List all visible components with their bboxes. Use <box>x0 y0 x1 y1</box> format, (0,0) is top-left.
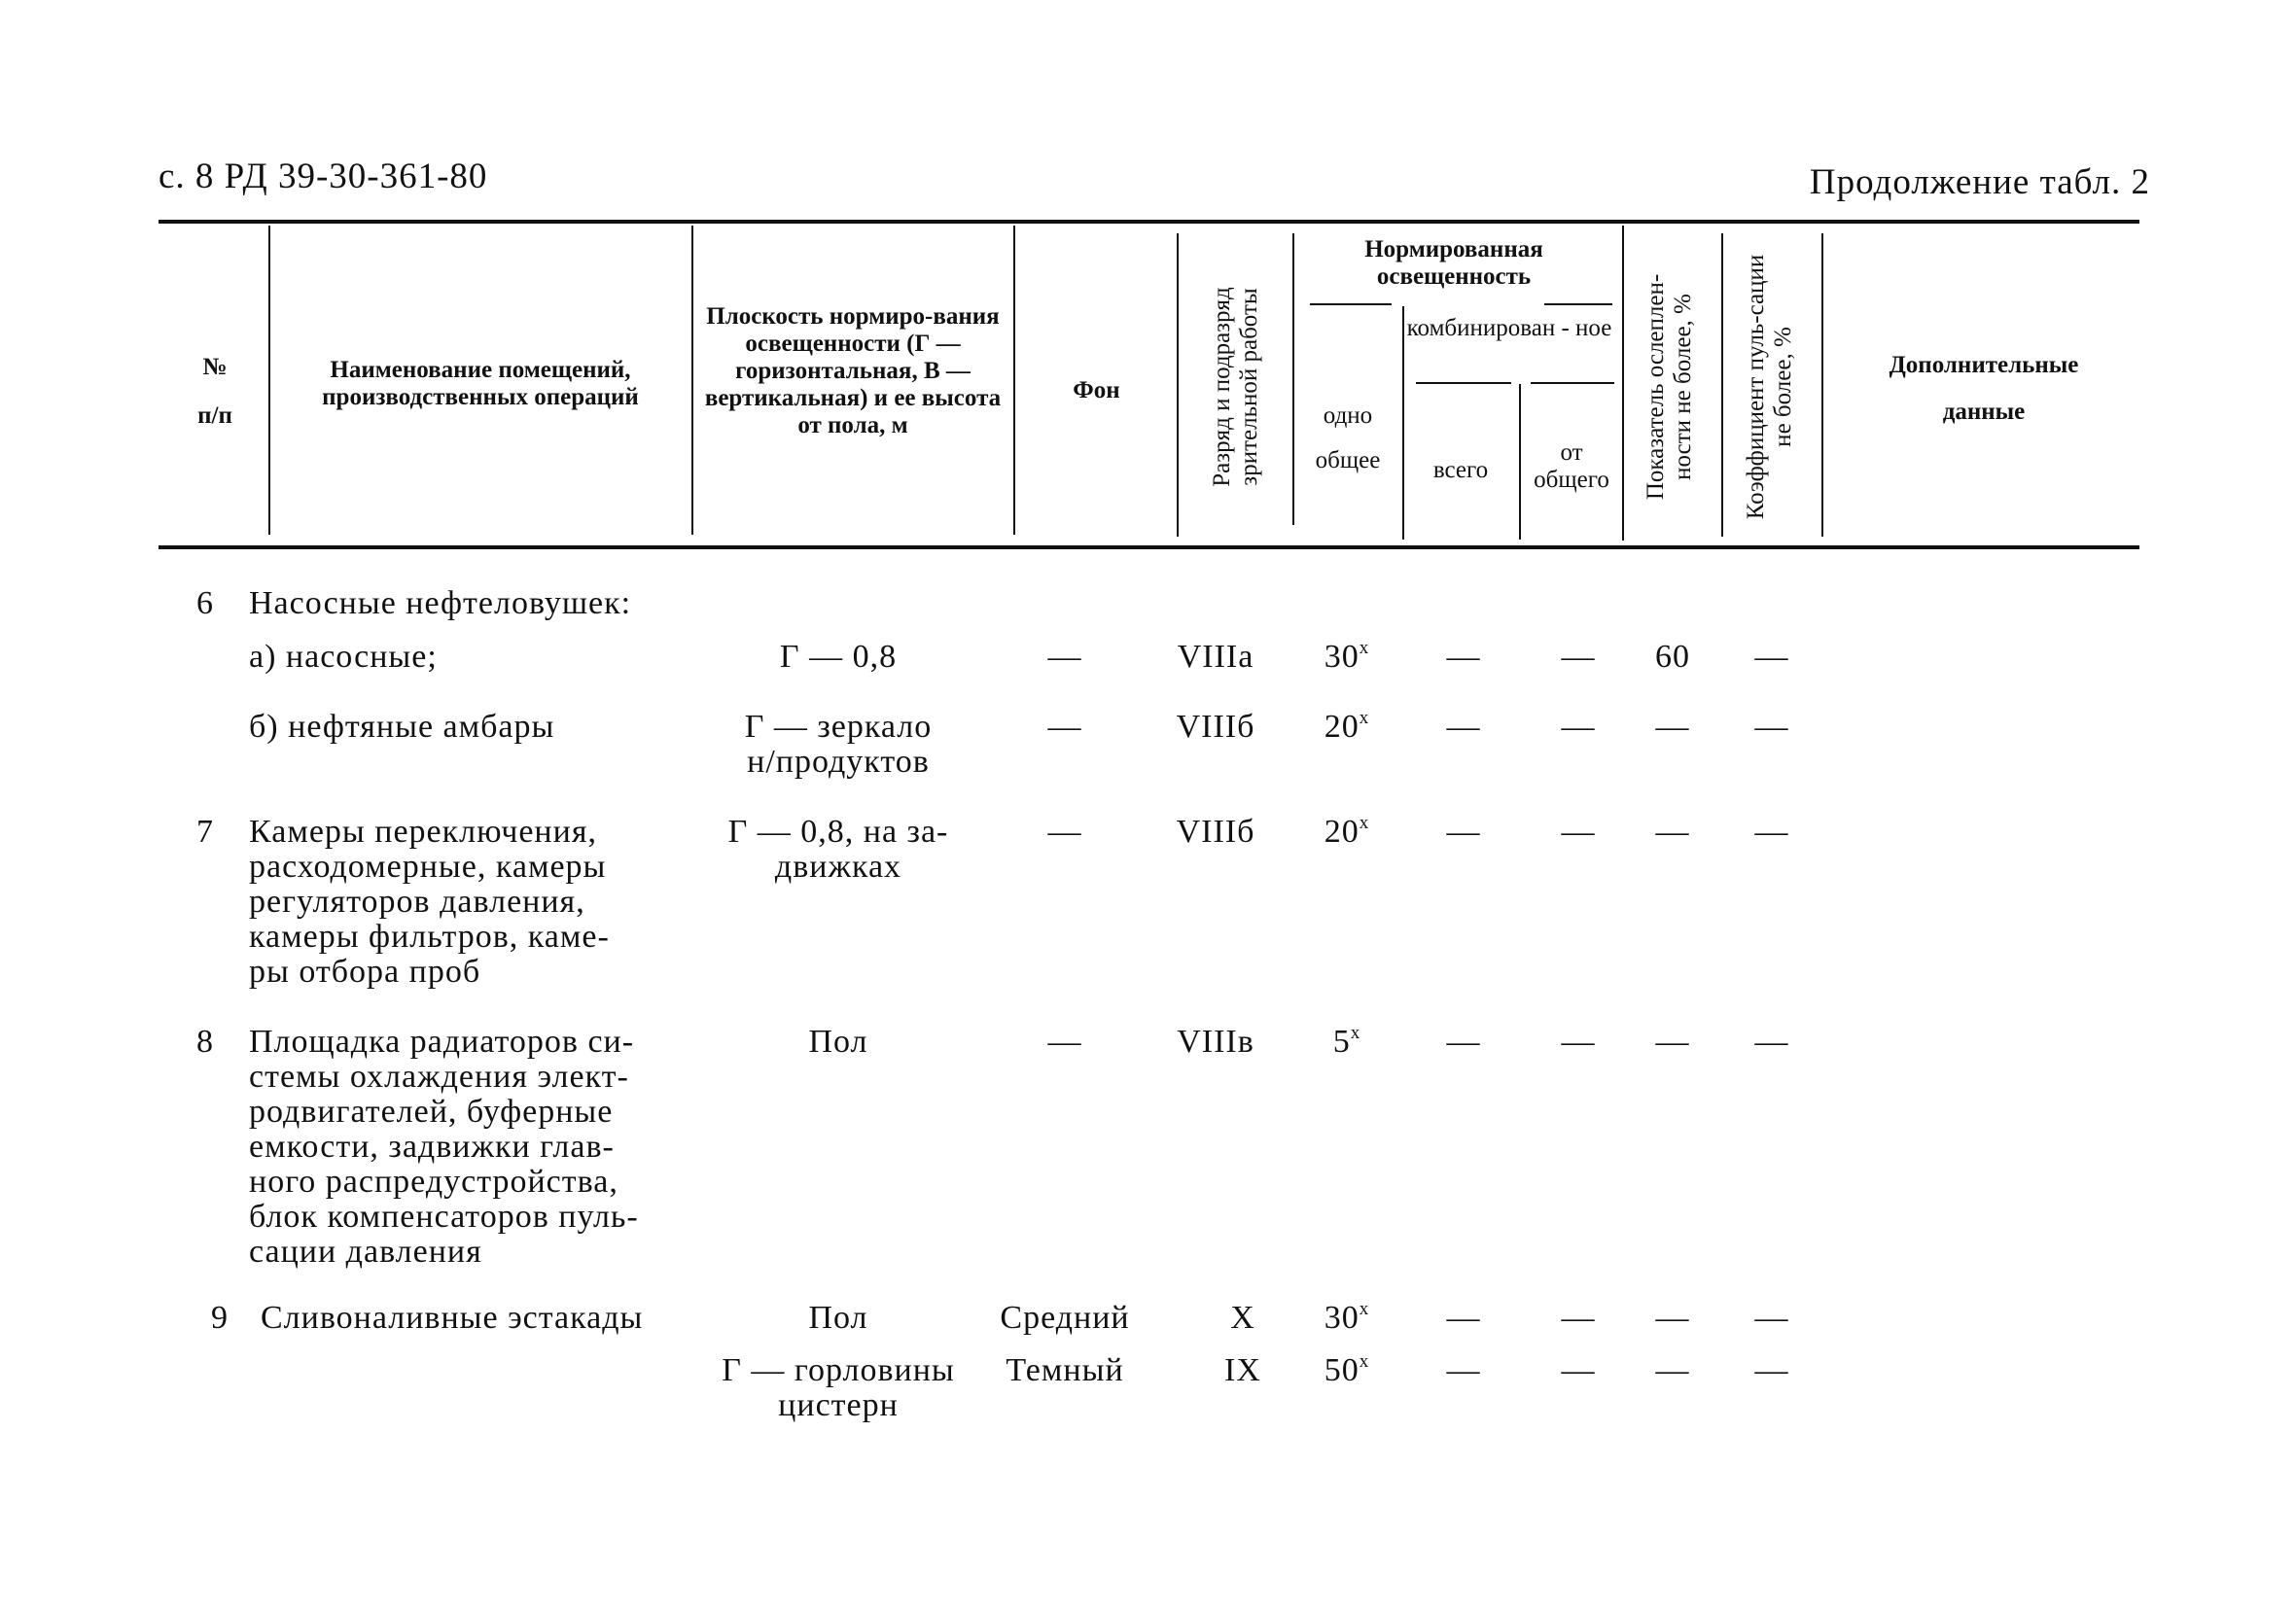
col-header-normalized: Нормированная освещенность <box>1364 236 1543 290</box>
col-header-single: одно общее <box>1315 402 1381 473</box>
row-single: 30$^x$ <box>1324 638 1370 675</box>
divider <box>1622 226 1624 541</box>
row-total: — <box>1446 709 1481 745</box>
col-header-total: всего <box>1432 457 1489 483</box>
row-name: б) нефтяные амбары <box>249 709 555 745</box>
row-background: Темный <box>1006 1352 1124 1388</box>
row-name: Насосные нефтеловушек: <box>249 585 632 621</box>
divider <box>1821 233 1823 537</box>
row-from-general: — <box>1561 814 1596 850</box>
row-grade: X <box>1230 1300 1255 1336</box>
divider <box>268 226 270 535</box>
row-single: 20$^x$ <box>1324 708 1370 745</box>
row-grade: VIIIб <box>1176 814 1255 850</box>
divider <box>1519 384 1521 540</box>
col-header-glare: Показатель ослеплен-ности не более, % <box>1643 273 1696 501</box>
divider <box>1544 303 1612 305</box>
row-plane: Г — зеркало н/продуктов <box>744 709 933 780</box>
page-header-left: с. 8 РД 39-30-361-80 <box>159 157 488 196</box>
col-header-number: № п/п <box>197 354 232 429</box>
row-grade: VIIIа <box>1177 639 1254 675</box>
divider <box>1531 382 1614 384</box>
row-from-general: — <box>1561 709 1596 745</box>
divider <box>1721 233 1723 537</box>
row-name: Сливоналивные эстакады <box>261 1300 644 1336</box>
row-background: — <box>1047 814 1082 850</box>
col-header-additional: Дополнительные данные <box>1889 352 2079 425</box>
row-pulsation: — <box>1754 814 1789 850</box>
row-glare: — <box>1655 1352 1690 1388</box>
col-header-background: Фон <box>1073 377 1120 403</box>
divider <box>1177 233 1179 537</box>
row-background: — <box>1047 1024 1082 1060</box>
col-header-pulsation: Коэффициент пуль-сации не более, % <box>1743 254 1796 520</box>
col-header-grade: Разряд и подразряд зрительной работы <box>1209 287 1262 487</box>
row-total: — <box>1446 639 1481 675</box>
divider <box>1292 233 1294 525</box>
row-plane: Г — горловины цистерн <box>722 1352 955 1423</box>
row-total: — <box>1446 1024 1481 1060</box>
row-background: — <box>1047 709 1082 745</box>
row-total: — <box>1446 1300 1481 1336</box>
row-background: Средний <box>1000 1300 1130 1336</box>
row-single: 5$^x$ <box>1332 1023 1361 1060</box>
divider <box>1013 226 1015 535</box>
row-from-general: — <box>1561 1024 1596 1060</box>
row-grade: VIIIб <box>1176 709 1255 745</box>
row-grade: VIIIв <box>1177 1024 1254 1060</box>
row-number: 7 <box>196 814 214 850</box>
row-grade: IX <box>1224 1352 1261 1388</box>
row-from-general: — <box>1561 1352 1596 1388</box>
row-number: 9 <box>211 1300 229 1336</box>
col-header-name: Наименование помещений, производственных операций <box>322 357 639 410</box>
row-plane: Пол <box>808 1024 868 1060</box>
divider <box>691 226 693 535</box>
row-pulsation: — <box>1754 1352 1789 1388</box>
table-header-bottom-rule <box>159 545 2139 549</box>
row-name: Камеры переключения, расходомерные, камеры регуляторов давления, камеры фильтров, каме- ры отбора проб <box>249 814 610 990</box>
row-plane: Г — 0,8 <box>779 639 898 675</box>
divider <box>1416 382 1511 384</box>
row-single: 50$^x$ <box>1324 1351 1370 1388</box>
row-pulsation: — <box>1754 1300 1789 1336</box>
row-number: 8 <box>196 1024 214 1060</box>
row-glare: — <box>1655 814 1690 850</box>
table-continuation-label: Продолжение табл. 2 <box>1809 162 2150 202</box>
row-total: — <box>1446 1352 1481 1388</box>
divider <box>1402 306 1404 540</box>
row-plane: Г — 0,8, на за- движках <box>727 814 949 885</box>
row-single: 20$^x$ <box>1324 813 1370 850</box>
row-glare: — <box>1655 709 1690 745</box>
divider <box>1310 303 1392 305</box>
row-from-general: — <box>1561 1300 1596 1336</box>
row-pulsation: — <box>1754 639 1789 675</box>
row-name: а) насосные; <box>249 639 438 675</box>
row-from-general: — <box>1561 639 1596 675</box>
row-glare: 60 <box>1655 639 1690 675</box>
col-header-combined: комбинирован - ное <box>1406 315 1612 341</box>
row-glare: — <box>1655 1024 1690 1060</box>
row-plane: Пол <box>808 1300 868 1336</box>
col-header-from-general: от общего <box>1534 439 1609 493</box>
row-pulsation: — <box>1754 709 1789 745</box>
row-total: — <box>1446 814 1481 850</box>
table-top-rule <box>159 220 2139 224</box>
row-glare: — <box>1655 1300 1690 1336</box>
row-pulsation: — <box>1754 1024 1789 1060</box>
row-single: 30$^x$ <box>1324 1299 1370 1336</box>
row-name: Площадка радиаторов си- стемы охлаждения элект- родвигателей, буферные емкости, задвижки глав- ного распредустройства, блок компенсаторов пуль- сации давления <box>249 1024 639 1270</box>
row-background: — <box>1047 639 1082 675</box>
row-number: 6 <box>196 585 214 621</box>
col-header-plane: Плоскость нормиро-вания освещенности (Г — горизонтальная, В — вертикальная) и ее высота от пола, м <box>704 303 1002 438</box>
